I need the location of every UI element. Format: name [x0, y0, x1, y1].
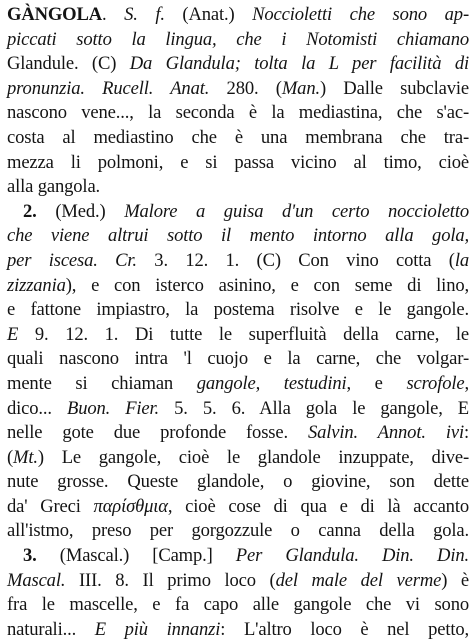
entry-line — [7, 446, 469, 471]
entry-line — [7, 569, 469, 594]
text-run: nascono vene..., la seconda è la mediastina, che s'ac- — [7, 102, 469, 124]
entry-line — [7, 126, 469, 151]
text-run: zizzania — [7, 274, 66, 296]
entry-line — [7, 175, 469, 200]
text-run: ) Le gangole, cioè le glandole inzuppate, dive- — [37, 446, 469, 468]
entry-line — [7, 249, 469, 274]
text-run: S. f. — [124, 4, 165, 25]
text-run: 280. ( — [209, 77, 282, 99]
text-run: costa al mediastino che è una membrana che tra- — [7, 126, 469, 148]
text-run: . 8. Il primo loco ( — [97, 569, 276, 591]
text-run: pronunzia. Rucell. Anat. — [7, 77, 210, 99]
text-run: 3. — [23, 545, 60, 567]
text-run: (Med.) — [55, 200, 125, 222]
text-run: (Mascal.) [Camp.] — [59, 545, 236, 567]
text-run: ( — [7, 446, 14, 468]
entry-line — [7, 421, 469, 446]
text-run: Malore a guisa d'un certo noccioletto — [124, 200, 469, 222]
text-run: 5. 5. 6. Alla gola le gangole, E — [159, 397, 469, 419]
entry-line — [7, 77, 469, 102]
sense-2-line — [7, 200, 469, 225]
text-run — [65, 570, 79, 591]
text-run: (Anat.) — [164, 4, 253, 25]
text-run: naturali... — [7, 618, 95, 640]
text-run: e fattone impiastro, la postema risolve e le gangole. — [7, 299, 469, 321]
entry-line — [7, 151, 469, 176]
text-run: da' Greci — [7, 495, 94, 517]
entry-line — [7, 470, 469, 495]
entry-line — [7, 323, 469, 348]
entry-line — [7, 618, 469, 642]
text-run: Salvin. Annot. ivi — [307, 422, 464, 444]
text-run: nute grosse. Queste glandole, o giovine, son dette — [7, 471, 469, 493]
text-run: ), e con isterco asinino, e con seme di lino, — [65, 274, 469, 296]
text-run: Buon. Fier. — [66, 397, 160, 419]
text-run: Mt. — [13, 446, 38, 468]
text-run: Glandule. (C) — [7, 53, 130, 75]
entry-line — [7, 52, 469, 77]
text-run: mente si chiaman — [7, 372, 197, 394]
text-run: 2. — [23, 200, 56, 222]
text-run: Da Glandula; tolta la L per facilità di — [129, 53, 469, 75]
text-run: 9. 12. 1. Di tutte le superfluità della carne, le — [18, 323, 469, 345]
text-run: dico... — [7, 397, 67, 419]
text-run: fra le mascelle, e fa capo alle gangole che vi sono — [7, 594, 469, 616]
text-run: alla gangola. — [7, 176, 101, 198]
text-run: che viene altrui sotto il mento intorno alla gola, — [7, 225, 469, 247]
entry-line — [7, 3, 469, 28]
text-run: scrofole — [406, 372, 465, 394]
text-run: ) Dalle subclavie — [319, 77, 469, 99]
text-run: ) è — [441, 569, 470, 591]
text-run: E — [7, 323, 19, 345]
text-run: quali nascono intra 'l cuojo e la carne, che volgar- — [7, 348, 469, 370]
text-run: : L'altro loco è nel petto, — [220, 618, 469, 640]
text-run: , cioè cose di qua e di là accanto — [167, 495, 469, 517]
text-run: παρίσθμια — [93, 495, 168, 517]
entry-line — [7, 224, 469, 249]
text-run: III — [78, 569, 98, 591]
text-run: 3. 12. 1. (C) Con vino cotta ( — [136, 249, 455, 271]
text-run: Per Glandula. Din. Din. — [235, 545, 469, 567]
entry-line — [7, 397, 469, 422]
text-run: la — [454, 249, 469, 271]
text-run: , — [464, 372, 469, 394]
entry-line — [7, 495, 469, 520]
text-run: E più innanzi — [94, 618, 221, 640]
text-run: Man. — [281, 77, 320, 99]
sense-3-line — [7, 544, 469, 569]
text-run: Mascal. — [7, 569, 66, 591]
text-run: del male del verme — [275, 569, 442, 591]
text-run: nelle gote due profonde fosse. — [7, 422, 308, 444]
text-run: per iscesa. Cr. — [7, 249, 137, 271]
entry-line — [7, 372, 469, 397]
text-run: gangole, testudini — [196, 372, 347, 394]
text-run: : — [463, 422, 469, 444]
text-run: mezza li polmoni, e si passa vicino al timo, cioè — [7, 151, 469, 173]
text-run: piccati sotto la lingua, che i Notomisti chiamano — [7, 28, 469, 50]
entry-line — [7, 28, 469, 53]
entry-line — [7, 298, 469, 323]
headword: GÀNGOLA — [7, 4, 103, 25]
entry-line — [7, 593, 469, 618]
text-run: . — [102, 4, 125, 25]
entry-line — [7, 519, 469, 544]
text-run: Noccioletti che sono ap- — [252, 4, 469, 25]
entry-line — [7, 274, 469, 299]
text-run: , e — [346, 372, 407, 394]
entry-line — [7, 347, 469, 372]
text-run: all'istmo, preso per gorgozzule o canna della gola. — [7, 520, 469, 542]
entry-line — [7, 101, 469, 126]
